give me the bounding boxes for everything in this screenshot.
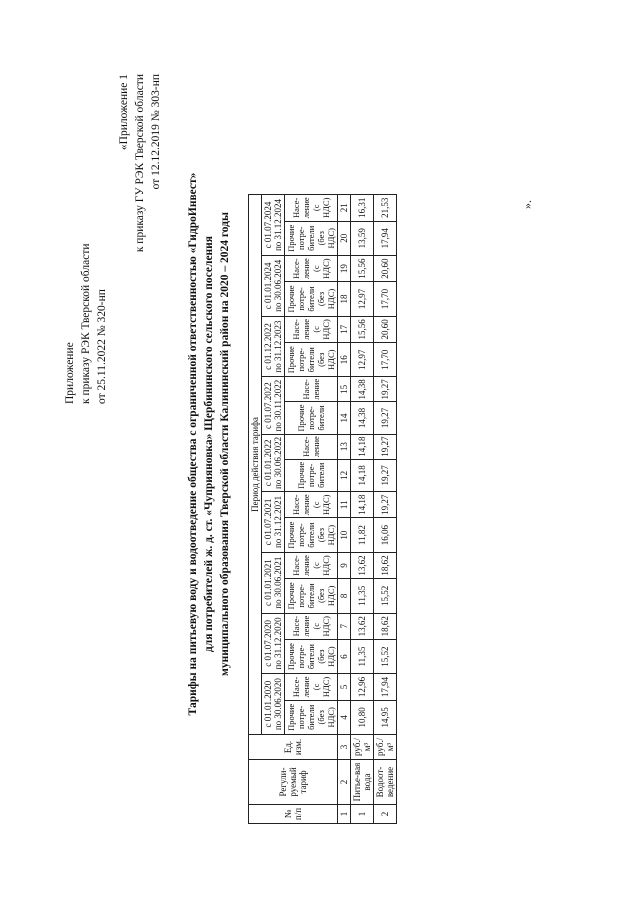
appendix-line: к приказу РЭК Тверской области	[80, 243, 92, 404]
period-cell: с 01.07.2024 по 31.12.2024	[262, 195, 285, 256]
consumer-population: Насе-ление	[285, 434, 338, 459]
consumer-other: Прочие потре-бители (без НДС)	[285, 579, 338, 613]
header-unit: Ед. изм.	[249, 735, 338, 760]
period-cell: с 01.01.2021 по 30.06.2021	[262, 552, 285, 613]
row-number: 2	[374, 805, 397, 824]
tariff-value: 19,27	[374, 434, 397, 459]
column-number-cell: 3	[338, 735, 351, 760]
consumer-other: Прочие потре-бители	[285, 459, 338, 491]
tariff-value: 17,70	[374, 343, 397, 377]
consumer-population: Насе-ление (с НДС)	[285, 316, 338, 342]
column-number-cell: 12	[338, 459, 351, 491]
period-cell: с 01.07.2020 по 31.12.2020	[262, 613, 285, 674]
closing-mark: ».	[520, 200, 534, 209]
tariff-value: 14,95	[374, 700, 397, 734]
consumer-other: Прочие потре-бители (без НДС)	[285, 221, 338, 255]
period-cell: с 01.01.2024 по 30.06.2024	[262, 255, 285, 316]
header-num: № п/п	[249, 805, 338, 824]
column-number-cell: 13	[338, 434, 351, 459]
header-row-dates	[262, 195, 285, 824]
consumer-other: Прочие потре-бители	[285, 402, 338, 434]
tariff-value: 12,97	[351, 282, 374, 316]
column-number-cell: 20	[338, 221, 351, 255]
row-tariff: Питье-вая вода	[351, 760, 374, 805]
consumer-other: Прочие потре-бители (без НДС)	[285, 282, 338, 316]
tariff-value: 19,27	[374, 402, 397, 434]
column-number-cell: 16	[338, 343, 351, 377]
consumer-other: Прочие потре-бители (без НДС)	[285, 639, 338, 673]
tariff-value: 19,27	[374, 377, 397, 402]
tariff-value: 18,62	[374, 552, 397, 578]
consumer-population: Насе-ление (с НДС)	[285, 613, 338, 639]
column-number-cell: 7	[338, 613, 351, 639]
consumer-population: Насе-ление (с НДС)	[285, 255, 338, 281]
tariff-value: 17,94	[374, 674, 397, 700]
column-number-cell: 4	[338, 700, 351, 734]
tariff-value: 15,52	[374, 579, 397, 613]
column-number-cell: 11	[338, 492, 351, 518]
consumer-population: Насе-ление (с НДС)	[285, 195, 338, 222]
tariff-value: 12,96	[351, 674, 374, 700]
tariff-value: 11,35	[351, 639, 374, 673]
column-number-cell: 21	[338, 195, 351, 222]
column-number-cell: 18	[338, 282, 351, 316]
tariff-value: 20,60	[374, 255, 397, 281]
consumer-population: Насе-ление (с НДС)	[285, 492, 338, 518]
period-cell: с 01.12.2022 по 31.12.2023	[262, 316, 285, 377]
period-cell: с 01.07.2021 по 31.12.2021	[262, 492, 285, 553]
tariff-value: 12,97	[351, 343, 374, 377]
row-unit: руб./м³	[374, 735, 397, 760]
tariff-value: 13,59	[351, 221, 374, 255]
header-period: Период действия тарифа	[249, 195, 262, 735]
tariff-value: 14,18	[351, 459, 374, 491]
row-tariff: Водоот-ведение	[374, 760, 397, 805]
tariff-value: 14,18	[351, 434, 374, 459]
table-row	[351, 195, 374, 824]
tariff-value: 13,62	[351, 552, 374, 578]
title-line: Тарифы на питьевую воду и водоотведение общества с ограниченной ответственностью «ГидроИнвест»	[187, 172, 199, 716]
tariff-value: 10,80	[351, 700, 374, 734]
header-tariff: Регули-руемый тариф	[249, 760, 338, 805]
tariff-value: 14,18	[351, 492, 374, 518]
column-number-cell: 1	[338, 805, 351, 824]
tariff-value: 13,62	[351, 613, 374, 639]
appendix-line: от 12.12.2019 № 303-нп	[150, 74, 162, 190]
consumer-other: Прочие потре-бители (без НДС)	[285, 518, 338, 552]
tariff-value: 21,53	[374, 195, 397, 222]
title-line: для потребителей ж. д. ст. «Чуприяновка» Щербининского сельского поселения	[203, 235, 215, 653]
consumer-population: Насе-ление	[285, 377, 338, 402]
column-number-row	[338, 195, 351, 824]
column-number-cell: 9	[338, 552, 351, 578]
table-row	[374, 195, 397, 824]
period-cell: с 01.01.2022 по 30.06.2022	[262, 434, 285, 491]
tariff-table	[248, 194, 397, 824]
tariff-value: 19,27	[374, 492, 397, 518]
period-cell: с 01.07.2022 по 30.11.2022	[262, 377, 285, 434]
tariff-value: 11,35	[351, 579, 374, 613]
tariff-value: 11,82	[351, 518, 374, 552]
consumer-population: Насе-ление (с НДС)	[285, 552, 338, 578]
document-title	[185, 164, 233, 724]
previous-appendix-header	[116, 74, 164, 404]
tariff-value: 18,62	[374, 613, 397, 639]
tariff-value: 17,70	[374, 282, 397, 316]
tariff-value: 15,56	[351, 316, 374, 342]
consumer-other: Прочие потре-бители (без НДС)	[285, 700, 338, 734]
tariff-value: 20,60	[374, 316, 397, 342]
column-number-cell: 17	[338, 316, 351, 342]
tariff-value: 16,31	[351, 195, 374, 222]
consumer-other: Прочие потре-бители (без НДС)	[285, 343, 338, 377]
period-cell: с 01.01.2020 по 30.06.2020	[262, 674, 285, 735]
row-number: 1	[351, 805, 374, 824]
column-number-cell: 19	[338, 255, 351, 281]
consumer-population: Насе-ление (с НДС)	[285, 674, 338, 700]
header-row-period	[249, 195, 262, 824]
title-line: муниципального образования Тверской области Калининский район на 2020 – 2024 годы	[219, 212, 231, 676]
column-number-cell: 15	[338, 377, 351, 402]
column-number-cell: 8	[338, 579, 351, 613]
tariff-value: 14,38	[351, 377, 374, 402]
appendix-line: к приказу ГУ РЭК Тверской области	[134, 74, 146, 253]
tariff-value: 14,38	[351, 402, 374, 434]
appendix-line: от 25.11.2022 № 320-нп	[96, 289, 108, 404]
tariff-value: 15,52	[374, 639, 397, 673]
appendix-line: Приложение	[64, 342, 76, 404]
tariff-value: 16,06	[374, 518, 397, 552]
tariff-value: 17,94	[374, 221, 397, 255]
appendix-line: «Приложение 1	[118, 74, 130, 151]
tariff-value: 19,27	[374, 459, 397, 491]
column-number-cell: 5	[338, 674, 351, 700]
tariff-value: 15,56	[351, 255, 374, 281]
column-number-cell: 10	[338, 518, 351, 552]
row-unit: руб./м³	[351, 735, 374, 760]
header-row-consumers	[285, 195, 338, 824]
appendix-header	[62, 74, 110, 404]
column-number-cell: 14	[338, 402, 351, 434]
column-number-cell: 6	[338, 639, 351, 673]
column-number-cell: 2	[338, 760, 351, 805]
